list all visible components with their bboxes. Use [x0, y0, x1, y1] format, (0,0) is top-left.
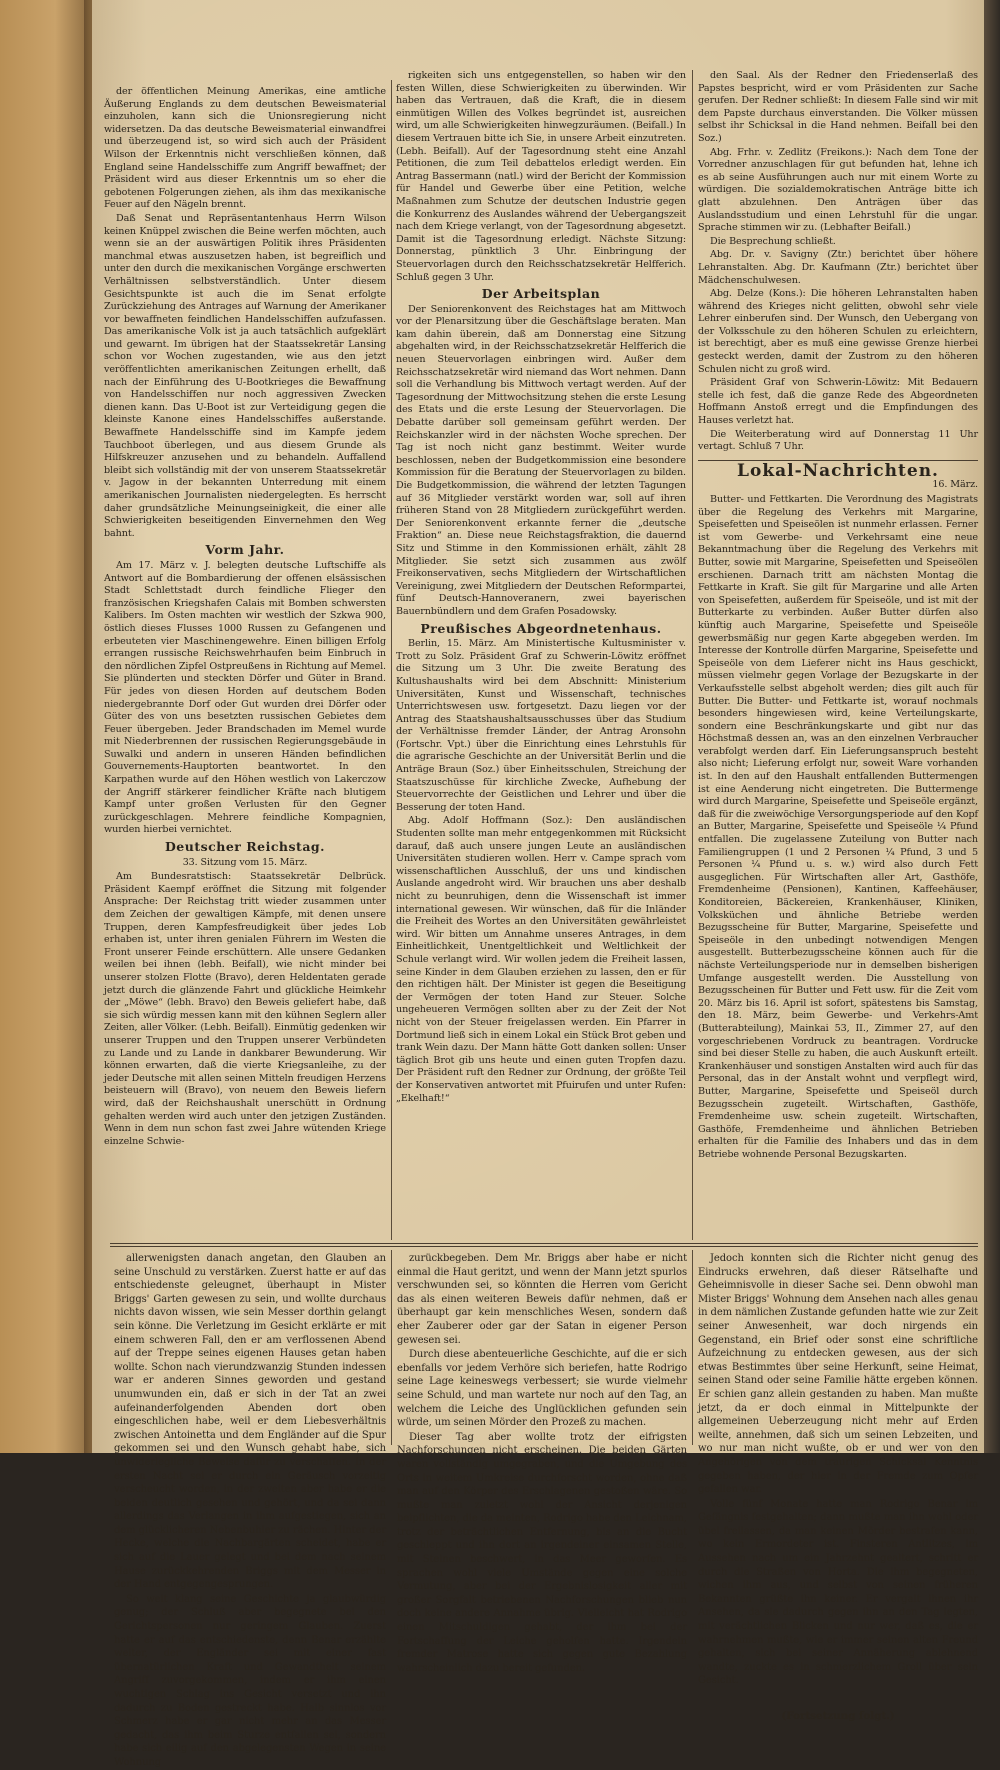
- vorm-jahr-heading: Vorm Jahr.: [205, 542, 285, 558]
- fortsetzung-folgt: (Fortsetzung folgt.): [781, 1710, 895, 1722]
- serial-col2-text-2: Durch diese abenteuerliche Geschichte, auf die er sich ebenfalls vor jedem Verhöre sich beriefen, hatte Rodrigo seine Lage keineswegs verbessert; sie wurde vielmehr seine Schuld, und man wartete nur noch auf den Tag, an welchem die Leiche des Unglücklichen gefunden sein würde, um seinen Mörder den Prozeß zu machen.: [397, 1349, 687, 1429]
- column-2: [396, 70, 686, 1240]
- column-3: [698, 70, 978, 1240]
- serial-divider-1: [391, 1250, 392, 1445]
- column-divider-1: [391, 80, 392, 1240]
- arbeitsplan-text: Der Seniorenkonvent des Reichstages hat am Mittwoch vor der Plenarsitzung über die Geschäftslage beraten. Man kam dahin überein, daß am Donnerstag eine Sitzung abgehalten wird, in der Reichsschatzsekretär Helfferich die neuen Steuervorlagen einbringen wird. Außer dem Reichsschatzsekretär wird niemand das Wort nehmen. Dann soll die Verhandlung bis Mittwoch vertagt werden. Auf der Tagesordnung der Mittwochsitzung stehen die erste Lesung des Etats und die erste Lesung der Steuervorlagen. Die Debatte darüber soll gemeinsam geführt werden. Der Reichskanzler wird in der nächsten Woche sprechen. Der Tag ist noch nicht ganz bestimmt. Weiter wurde beschlossen, neben der Budgetkommission eine besondere Kommission für die Beratung der Steuervorlagen zu bilden. Die Budgetkommission, die während der letzten Tagungen auf 36 Mitglieder verstärkt worden war, soll auf ihren früheren Stand von 28 Mitgliedern zurückgeführt werden. Der Seniorenkonvent erkannte ferner die „deutsche Fraktion“ an. Diese neue Reichstagsfraktion, die dauernd Sitz und Stimme in den Kommissionen erhält, zählt 28 Mitglieder. Sie setzt sich zusammen aus zwölf Freikonservativen, sechs Mitgliedern der Wirtschaftlichen Vereinigung, zwei Mitgliedern der Deutschen Reformpartei, fünf Deutsch-Hannoveranern, zwei bayerischen Bauernbündlern und dem Grafen Posadowsky.: [396, 303, 686, 617]
- serial-col1-text-2: So weit klang seine Geschichte ja glaubwürdig genug; der Schluß aber begegnete bei den Gerichtspersonen nur geringem Glauben. Zuerst hatte er auf das entschiedenste, denn Benar erzählte weiter, der Engländer sei mit einer fast übernatürlichen Kraft und Gewandtheit seinem Angriff zuvorgekommen, indem er ihm einen wuchtigen Schlag ins Gesicht versetzt und ihn dadurch zu Boden gestreckt habe. Halb sinnlos vor Schmerz habe er gar nicht mehr an das Messer gedacht, das ihm beim Sturze entfallen sei, sondern habe sich eilig auf den abgelegensten Wegen in seine Wohnung: [114, 1593, 386, 1768]
- serial-col3-text-1: Jedoch konnten sich die Richter nicht genug des Eindrucks erwehren, daß dieser Rätselhafte und Geheimnisvolle in dieser Sache sei. Denn obwohl man Mister Briggs' Wohnung dem Ansehen nach alles genau in dem nämlichen Zustande gefunden hatte wie zur Zeit seiner Anwesenheit, war doch nirgends ein Gegenstand, ein Brief oder sonst eine schriftliche Aufzeichnung zu entdecken gewesen, aus der sich etwas Bestimmtes über seine Herkunft, seine Heimat, seinen Stand oder seine Familie hätte ergeben können. Er schien ganz allein gestanden zu haben. Man mußte jetzt, da er doch einmal in Mittelpunkte der allgemeinen Ueberzeugung nicht mehr auf Erden weilte, annehmen, daß sich um seinen Lebzeiten, und wo nur man nicht wußte, ob er und wer von den Angehörigen von dem traurigen Schicksal Kenntnis gegeben haben, der hier in der Fremde zum Opfer gefallen war.: [698, 1253, 978, 1496]
- serial-column-2: [397, 1252, 687, 1674]
- arbeitsplan-heading: Der Arbeitsplan: [481, 286, 601, 302]
- col3-top-text-6: Präsident Graf von Schwerin-Löwitz: Mit Bedauern stelle ich fest, daß die ganze Rede des Abgeordneten Hoffmann Anstoß erregt und die Empfindungen des Hauses verletzt hat.: [698, 377, 978, 427]
- serial-col1-text-1: allerwenigsten danach angetan, den Glauben an seine Unschuld zu verstärken. Zuerst hatte er auf das entschiedenste geleugnet, überhaupt in Mister Briggs' Garten gewesen zu sein, und wollte durchaus nichts davon wissen, wie sein Messer dorthin gelangt sein könne. Die Verletzung im Gesicht erklärte er mit einem schweren Fall, den er am verflossenen Abend auf der Treppe seines eigenen Hauses getan haben wollte. Schon nach vierundzwanzig Stunden indessen war er anderen Sinnes geworden und gestand unumwunden ein, daß er sich in der Tat an zwei aufeinanderfolgenden Abenden dort oben eingeschlichen habe, weil er dem Liebesverhältnis zwischen Antoinetta und dem Engländer auf die Spur gekommen sei und den Wunsch gehabt habe, sich unwiderlegliche Beweise dafür zu verschaffen. In der ersten Nacht sei er durch ein Geräusch vorzeitig verscheucht worden, in der zweiten aber habe er die beiden deutlich gesehen und gehört, und da sei dann allerdings das Verlangen in ihm aufgestiegen, sich an dem glücklicheren Nebenbuhler zu rächen. Hinter der Hecke, welche die Nachbargärten scheidet, habe er sich auf die Lauer gelegt und bei dem nach seinem Hause zurückkehrenden Briggs mit dem Messer in der Hand entgegengesprungen.: [114, 1253, 386, 1591]
- serial-col3-text-2: Volle fünf Monate hatte man Rodrigo Benar im Gefängnis festgehalten; dann mußte man ihn wohl oder übel freilassen, da man keinen Mörder bestrafen kann, wo kein Ermordeter ist. Finsteren Antlitzes, im Aussehen nach um ein Jahrzehnt gealtert, schritt er durch die Straßen von Horta. Die ihm begegneten, wichen ihm aus, und selbst von seinen früheren Bekannten grüßte ihn keiner. Er vergalt ihnen ihr Ansehen, da sie dadurch gegen ihn an den Tag legten, mit verächtlichen Blicken und nur wer, daß es, die er wahrnehmen mußte, wie er immer seinen alten Freund gehalten, sich bei seiner Annäherung ablehnend wandte, zuckte es in schmerzlichem Groll über sein Gesicht.: [698, 1498, 978, 1687]
- abgeordnetenhaus-text-1: Berlin, 15. März. Am Ministertische Kultusminister v. Trott zu Solz. Präsident Graf zu Schwerin-Löwitz eröffnet die Sitzung um 3 Uhr. Die zweite Beratung des Kultushaushalts wird bei dem Abschnitt: Ministerium Universitäten, Kunst und Wissenschaft, technisches Unterrichtswesen usw. fortgesetzt. Dazu liegen vor der Antrag des Staatshaushaltsausschusses über das Studium der Verhältnisse fremder Länder, der Antrag Aronsohn (Fortschr. Vpt.) über die Einrichtung eines Lehrstuhls für die agrarische Geschichte an der Universität Berlin und die Anträge Braun (Soz.) über Einheitsschulen, Streichung der Staatszuschüsse für kirchliche Zwecke, Aufhebung der Steuervorrechte der Geistlichen und Lehrer und über die Besserung der toten Hand.: [396, 638, 686, 813]
- serial-column-1: [114, 1252, 386, 1768]
- col1-intro-2: Daß Senat und Repräsentantenhaus Herrn Wilson keinen Knüppel zwischen die Beine werfen möchten, auch wenn sie an der auswärtigen Politik ihres Präsidenten manchmal etwas auszusetzen haben, ist begreiflich und unter den durch die mexikanischen Vorgänge erschwerten Verhältnissen selbstverständlich. Unter diesem Gesichtspunkte ist auch die im Senat erfolgte Zurückziehung des Antrages auf Warnung der Amerikaner vor bewaffneten feindlichen Handelsschiffen aufzufassen. Das amerikanische Volk ist ja auch tatsächlich aufgeklärt und gewarnt. Im übrigen hat der Staatssekretär Lansing schon vor Wochen zugestanden, wie aus den jetzt veröffentlichten amerikanischen Zeitungen erhellt, daß nach der Einführung des U-Bootkrieges die Bewaffnung von Handelsschiffen nur noch aggressiven Zwecken dienen kann. Das U-Boot ist zur Verteidigung gegen die kleinste Kanone eines Handelsschiffes außerstande. Bewaffnete Handelsschiffe sind im Kampfe jedem Tauchboot überlegen, und aus diesem Grunde als Hilfskreuzer anzusehen und zu behandeln. Auffallend bleibt sich vollständig mit der von unserem Staatssekretär v. Jagow in der bekannten Unterredung mit einem amerikanischen Journalisten niedergelegten. Es herrscht daher grundsätzliche Meinungseinigkeit, die einer alle Schwierigkeiten beseitigenden Einvernehmen den Weg bahnt.: [104, 212, 386, 539]
- col3-top-text-1: den Saal. Als der Redner den Friedenserlaß des Papstes bespricht, wird er vom Präsidenten zur Sache gerufen. Der Redner schließt: In diesem Falle sind wir mit dem Papste durchaus einverstanden. Die Völker müssen selbst ihr Schicksal in die Hand nehmen. Beifall bei den Soz.): [698, 70, 978, 144]
- reichstag-text: Am Bundesratstisch: Staatssekretär Delbrück. Präsident Kaempf eröffnet die Sitzung mit folgender Ansprache: Der Reichstag tritt wieder zusammen unter dem Zeichen der gewaltigen Kämpfe, mit denen unsere Truppen, deren Kampfesfreudigkeit über jedes Lob erhaben ist, unter ihren genialen Führern im Westen die Front unserer Feinde erschüttern. Alle unsere Gedanken weilen bei ihnen (lebh. Beifall), wie nicht minder bei unserer stolzen Flotte (Bravo), deren Heldentaten gerade jetzt durch die glänzende Fahrt und glückliche Heimkehr der „Möwe“ (lebh. Bravo) den Beweis geliefert habe, daß sie sich würdig messen kann mit den kühnen Seglern aller Zeiten, aller Völker. (Lebh. Beifall). Einmütig gedenken wir unserer Truppen und den Truppen unserer Verbündeten zu Lande und zu Lande in dankbarer Bewunderung. Wir können erwarten, daß die vierte Kriegsanleihe, zu der jeder Deutsche mit allen seinen Mitteln freudigen Herzens beisteuern will (Bravo), von neuem den Beweis liefern wird, daß der Reichshaushalt unerschütt in Ordnung gehalten werden wird auch unter den jetzigen Zuständen. Wenn in dem nun schon fast zwei Jahre wütenden Kriege einzelne Schwie-: [104, 871, 386, 1147]
- reichstag-heading: Deutscher Reichstag.: [164, 839, 326, 855]
- vorm-jahr-text: Am 17. März v. J. belegten deutsche Luftschiffe als Antwort auf die Bombardierung der offenen elsässischen Stadt Schlettstadt durch feindliche Flieger den französischen Kriegshafen Calais mit Bomben schwersten Kalibers. Im Osten machten wir westlich der Szkwa 900, östlich dieses Flusses 1000 Russen zu Gefangenen und erbeuteten vier Maschinengewehre. Einen billigen Erfolg errangen russische Reichswehrhaufen beim Einbruch in den nördlichen Zipfel Ostpreußens in Richtung auf Memel. Sie plünderten und steckten Dörfer und Güter in Brand. Für jedes von diesen Horden auf deutschem Boden niedergebrannte Dorf oder Gut wurden drei Dörfer oder Güter des von uns besetzten russischen Gebietes dem Feuer übergeben. Jeder Brandschaden im Memel wurde mit Niederbrennen der russischen Regierungsgebäude in Suwalki und andern in unseren Händen befindlichen Gouvernements-Hauptorten beantwortet. In den Karpathen wurde auf den Höhen westlich von Lakerczow der Angriff stärkerer feindlicher Kräfte nach blutigem Kampf unter großen Verlusten für den Gegner zurückgeschlagen. Mehrere feindliche Kompagnien, wurden hierbei vernichtet.: [104, 559, 386, 836]
- serial-column-3: [698, 1252, 978, 1722]
- col3-top-text-3: Die Besprechung schließt.: [710, 235, 836, 247]
- serial-col2-text-1: zurückbegeben. Dem Mr. Briggs aber habe er nicht einmal die Haut geritzt, und wenn der Mann jetzt spurlos verschwunden sei, so könnten die Herren vom Gericht das als einen weiteren Beweis dafür nehmen, daß er überhaupt gar kein menschliches Wesen, sondern daß eher Zauberer oder gar der Satan in eigener Person gewesen sei.: [397, 1253, 687, 1346]
- column-divider-2: [692, 70, 693, 1240]
- column-1: [104, 86, 386, 1246]
- lokal-text: Butter- und Fettkarten. Die Verordnung des Magistrats über die Regelung des Verkehrs mit Margarine, Speisefetten und Speiseölen ist nunmehr erlassen. Ferner ist vom Gewerbe- und Verkehrsamt eine neue Bekanntmachung über die Regelung des Verkehrs mit Butter, sowie mit Margarine, Speisefetten und Speiseölen erschienen. Darnach tritt am nächsten Montag die Fettkarte in Kraft. Sie gilt für Margarine und alle Arten von Speisefetten, außerdem für Speiseöle, und ist mit der Butterkarte zu verbinden. Außer Butter dürfen also künftig auch Margarine, Speisefette und Speiseöle gewerbsmäßig nur gegen Karte abgegeben werden. Im Interesse der Kontrolle dürfen Margarine, Speisefette und Speiseöle von dem Lieferer nicht ins Haus geschickt, müssen vielmehr gegen Vorlage der Bezugskarte in der Verkaufsstelle selbst abgeholt werden; dies gilt auch für Butter. Die Butter- und Fettkarte ist, worauf nochmals besonders hingewiesen wird, keine Verteilungskarte, sondern eine Beschränkungskarte und gibt nur das Höchstmaß dessen an, was an den einzelnen Verbraucher verabfolgt werden darf. Ein Lieferungsanspruch besteht also nicht; Lieferung erfolgt nur, soweit Ware vorhanden ist. In den auf den Haushalt entfallenden Buttermengen ist eine Aenderung nicht eingetreten. Die Buttermenge wird durch Margarine, Speisefette und Speiseöle ergänzt, daß für die zweiwöchige Versorgungsperiode auf den Kopf an Butter, Margarine, Speisefette und Speiseöle ¼ Pfund entfallen. Die zugelassene Zuteilung von Butter nach Familiengruppen (1 und 2 Personen ¼ Pfund, 3 und 5 Personen ¼ Pfund u. s. w.) wird also durch Fett ausgeglichen. Für Wirtschaften aller Art, Gasthöfe, Fremdenheime (Pensionen), Kantinen, Kaffeehäuser, Konditoreien, Bäckereien, Krankenhäuser, Kliniken, Volksküchen und ähnliche Betriebe werden Bezugsscheine für Butter, Margarine, Speisefette und Speiseöle in den unbedingt notwendigen Mengen ausgestellt. Butterbezugsscheine können auch für die nächste Verteilungsperiode nur in demselben bisherigen Umfange ausgestellt werden. Die Ausstellung von Bezugsscheinen für Butter und Fett usw. für die Zeit vom 20. März bis 16. April ist sofort, spätestens bis Samstag, den 18. März, beim Gewerbe- und Verkehrs-Amt (Butterabteilung), Mainkai 53, II., Zimmer 27, auf den vorgeschriebenen Vordruck zu beantragen. Vordrucke sind bei dieser Stelle zu haben, die auch Auskunft erteilt. Krankenhäuser und sonstigen Anstalten wird auch für das Personal, das in der Anstalt wohnt und verpflegt wird, Butter, Margarine, Speisefette und Speiseöl durch Bezugsschein zugeteilt. Wirtschaften, Gasthöfe, Fremdenheime usw. schein zugeteilt. Wirtschaften, Gasthöfe, Fremdenheime und ähnlichen Betrieben erhalten für die Familie des Inhabers und das in dem Betriebe wohnende Personal Bezugskarten.: [698, 494, 978, 1160]
- newspaper-page: [92, 0, 1000, 1768]
- lokal-date: 16. März.: [932, 479, 978, 491]
- lokal-nachrichten-heading: Lokal-Nachrichten.: [737, 460, 939, 481]
- feuilleton-divider-bottom: [110, 1246, 978, 1247]
- abgeordnetenhaus-text-2: Abg. Adolf Hoffmann (Soz.): Den ausländischen Studenten sollte man mehr entgegenkommen mit Rücksicht darauf, daß auch unsere jungen Leute an ausländischen Universitäten studieren wollen. Herr v. Campe sprach vom wissenschaftlichen Ausschluß, der uns und kindischen Auslande angedroht wird. Wir brauchen uns aber deshalb nicht zu beunruhigen, denn die Wissenschaft ist immer international gewesen. Wir wünschen, daß für die Inländer die Freiheit des Wortes an den Universitäten gewährleistet wird. Wir bitten um Annahme unseres Antrages, in dem Einheitlichkeit, Unentgeltlichkeit und Weltlichkeit der Schule verlangt wird. Wir wollen jedem die Freiheit lassen, seine Kinder in dem Glauben erziehen zu lassen, den er für den richtigen hält. Der Minister ist gegen die Beseitigung der Vermögen der toten Hand zur Steuer. Solche ungeheueren Vermögen sollten aber zu der Zeit der Not nicht von der Steuer freigelassen werden. Ein Pfarrer in Dortmund ließ sich in einem Lokal ein Stück Brot geben und trank Wein dazu. Der Mann hätte Gott danken sollen: Unser täglich Brot gib uns heute und einen guten Tropfen dazu. Der Präsident ruft den Redner zur Ordnung, der größte Teil der Konservativen antwortet mit Pfuirufen und unter Rufen: „Ekelhaft!“: [396, 815, 686, 1104]
- book-binding: [0, 0, 92, 1453]
- serial-col2-text-3: Dieser Tag aber wollte trotz der eifrigsten Nachforschungen nicht erscheinen. Die beiden Gärten waren vollständig umgegraben, und die Umgebung des Orts in weitem Umkreise durchforscht worden, ohne daß man auf den Körper des Erschlagenen gestoßen wäre. So mußte man zuletzt wohl der Ansicht derjenigen beipflichten, die da meinten, Rodrigo habe den Leichnam, trotz der beträchtlichen Entfernung, bis an die Bucht geschleppt und ihn dort an irgendeiner einsamen Stelle, mit Steinen beschwert, in das Meer geworfen. Es sprachen wohl viele Umstände gegen eine solche Vermutung, aber bei der Ergebnislosigkeit aller mit großer Sorgfalt betriebenen Nachforschungen blieb nun doch keine andere Annahme übrig. Vielleicht hat Rodrigo einen Mitschuldigen gehabt, der ihm bei der Fortschaffung der Leiche geholfen hatte. Irgendein fremder Matrose hatte sich gegen gute Bezahlung wahrscheinlich dazu bereit gefunden.: [397, 1431, 687, 1674]
- feuilleton-divider-top: [110, 1243, 978, 1244]
- abgeordnetenhaus-heading: Preußisches Abgeordnetenhaus.: [420, 620, 662, 636]
- col3-top-text-2: Abg. Frhr. v. Zedlitz (Freikons.): Nach dem Tone der Vorredner anzuschlagen für gut befunden hat, lehne ich es ab seine Ausführungen auch nur mit einem Worte zu würdigen. Die sozialdemokratischen Anträge bitte ich glatt abzulehnen. Den Anträgen über das Auslandsstudium und einen Lehrstuhl für die ungar. Sprache stimmen wir zu. (Lebhafter Beifall.): [698, 146, 978, 234]
- col2-top-text: rigkeiten sich uns entgegenstellen, so haben wir den festen Willen, diese Schwierigkeiten zu überwinden. Wir haben das Vertrauen, daß die Kraft, die in diesem einmütigen Willen des Volkes begründet ist, ausreichen wird, um alle Schwierigkeiten hinwegzuräumen. (Beifall.) In diesem Vertrauen bitte ich Sie, in unsere Arbeit einzutreten. (Lebh. Beifall). Auf der Tagesordnung steht eine Anzahl Petitionen, die zum Teil debattelos erledigt werden. Ein Antrag Bassermann (natl.) wird der Bericht der Kommission für Handel und Gewerbe über eine Petition, welche Maßnahmen zum Schutze der deutschen Industrie gegen die Konkurrenz des Auslandes während der Uebergangszeit nach dem Kriege verlangt, von der Tagesordnung abgesetzt. Damit ist die Tagesordnung erledigt. Nächste Sitzung: Donnerstag, pünktlich 3 Uhr. Einbringung der Steuervorlagen durch den Reichsschatzsekretär Helfferich. Schluß gegen 3 Uhr.: [396, 70, 686, 283]
- col3-top-text-5: Abg. Delze (Kons.): Die höheren Lehranstalten haben während des Krieges nicht gelitten, obwohl sehr viele Lehrer einberufen sind. Der Wunsch, den Uebergang von der Volksschule zu den höheren Schulen zu erleichtern, ist berechtigt, aber es muß eine gewisse Grenze hierbei gesteckt werden, damit der Zustrom zu den höheren Schulen nicht zu groß wird.: [698, 288, 978, 375]
- serial-divider-2: [692, 1250, 693, 1445]
- col3-top-text-7: Die Weiterberatung wird auf Donnerstag 11 Uhr vertagt. Schluß 7 Uhr.: [698, 428, 978, 453]
- col3-top-text-4: Abg. Dr. v. Savigny (Ztr.) berichtet über höhere Lehranstalten. Abg. Dr. Kaufmann (Ztr.) berichtet über Mädchenschulwesen.: [698, 249, 978, 286]
- book-cover-edge: [984, 0, 1000, 1453]
- col1-intro-1: der öffentlichen Meinung Amerikas, eine amtliche Äußerung Englands zu dem deutschen Beweismaterial einzuholen, kann sich die Unionsregierung nicht widersetzen. Da das deutsche Beweismaterial einwandfrei und überzeugend ist, so wird sich auch der Präsident Wilson der Erkenntnis nicht verschließen können, daß England seine Handelsschiffe zum Angriff bewaffnet; der Präsident wird aus dieser Erkenntnis um so eher die gebotenen Folgerungen ziehen, als ihm das mexikanische Feuer auf den Nägeln brennt.: [104, 86, 386, 211]
- reichstag-session: 33. Sitzung vom 15. März.: [182, 856, 308, 868]
